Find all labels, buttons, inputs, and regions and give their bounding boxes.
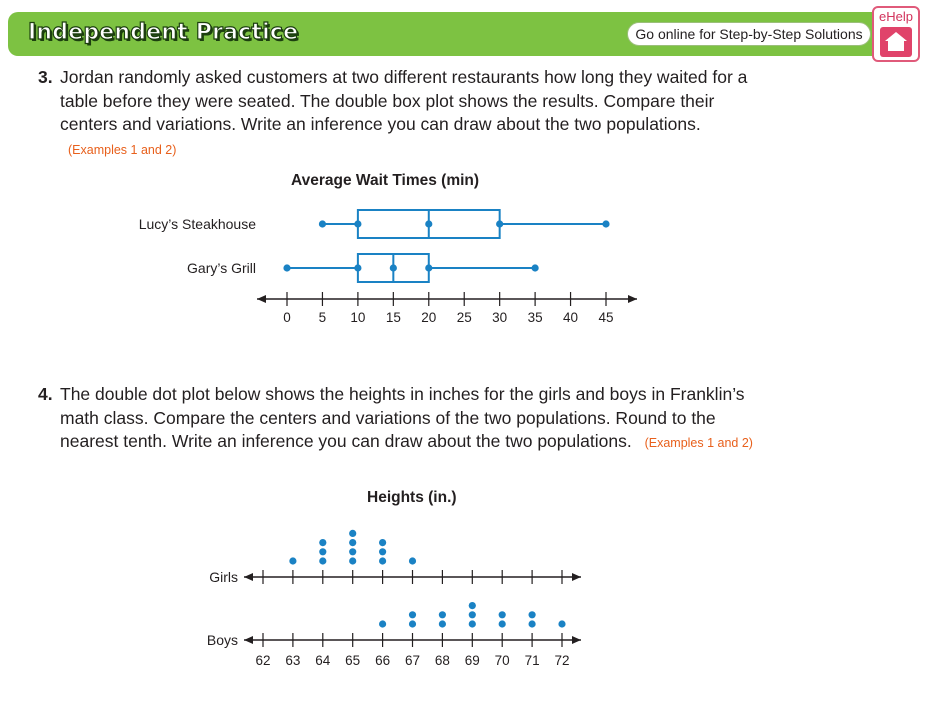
dot-plot-point: [319, 557, 326, 564]
dot-plot-point: [469, 620, 476, 627]
box-plot-tick-label: 30: [492, 310, 508, 325]
dot-plot-series-label: Boys: [206, 632, 238, 648]
examples-reference-link[interactable]: (Examples 1 and 2): [68, 142, 177, 157]
dot-plot-point: [409, 620, 416, 627]
box-plot-axis-arrow-left: [257, 295, 266, 303]
box-plot-tick-label: 35: [527, 310, 543, 325]
dot-plot-tick-label: 63: [285, 653, 301, 668]
box-plot-point: [319, 220, 326, 227]
dot-plot-point: [469, 611, 476, 618]
dot-plot-point: [499, 611, 506, 618]
dot-plot-point: [319, 548, 326, 555]
dot-plot-point: [349, 530, 356, 537]
dot-plot-tick-label: 64: [315, 653, 331, 668]
problem-number: 4.: [38, 384, 53, 404]
dot-plot-point: [469, 602, 476, 609]
dot-plot-series-label: Girls: [209, 569, 238, 585]
dot-plot-point: [439, 611, 446, 618]
dot-plot-point: [379, 539, 386, 546]
box-plot-tick-label: 25: [456, 310, 472, 325]
box-plot-tick-label: 10: [350, 310, 366, 325]
box-plot-series-label: Gary’s Grill: [187, 260, 256, 276]
dot-plot-tick-label: 69: [464, 653, 480, 668]
section-title: Independent Practice: [28, 20, 299, 45]
dot-plot-point: [349, 557, 356, 564]
box-plot-tick-label: 20: [421, 310, 437, 325]
dot-plot-point: [499, 620, 506, 627]
dot-plot-point: [529, 620, 536, 627]
box-plot-point: [283, 264, 290, 271]
box-plot-point: [354, 220, 361, 227]
dot-plot-point: [409, 557, 416, 564]
dot-plot-point: [319, 539, 326, 546]
dot-plot-tick-label: 66: [375, 653, 391, 668]
dot-plot-axis-arrow-left: [244, 636, 253, 644]
dot-plot-point: [379, 620, 386, 627]
dot-plot-tick-label: 71: [524, 653, 540, 668]
box-plot-point: [390, 264, 397, 271]
dot-plot-tick-label: 70: [494, 653, 510, 668]
box-plot-tick-label: 45: [598, 310, 614, 325]
dot-plot-tick-label: 62: [255, 653, 271, 668]
box-plot-axis-arrow-right: [628, 295, 637, 303]
box-plot-point: [532, 264, 539, 271]
dot-plot-title: Heights (in.): [367, 489, 457, 506]
box-plot-point: [425, 220, 432, 227]
box-plot-tick-label: 40: [563, 310, 579, 325]
problem-number: 3.: [38, 67, 53, 87]
problem-text: The double dot plot below shows the heights in inches for the girls and boys in Franklin’s math class. Compare the centers and variations of the two populations. Round to the nearest tenth. Write an inference you can draw about the two populations.: [60, 384, 745, 451]
ehelp-label: eHelp: [879, 9, 913, 24]
dot-plot-point: [558, 620, 565, 627]
dot-plot-point: [379, 548, 386, 555]
dot-plot-axis-arrow-right: [572, 636, 581, 644]
box-plot-tick-label: 0: [283, 310, 291, 325]
box-plot-series-label: Lucy’s Steakhouse: [138, 216, 256, 232]
dot-plot-point: [289, 557, 296, 564]
dot-plot-axis-arrow-right: [572, 573, 581, 581]
dot-plot-point: [439, 620, 446, 627]
dot-plot-tick-label: 68: [434, 653, 450, 668]
dot-plot-tick-label: 67: [404, 653, 421, 668]
dot-plot-point: [409, 611, 416, 618]
box-plot-point: [425, 264, 432, 271]
box-plot-point: [354, 264, 361, 271]
dot-plot-point: [379, 557, 386, 564]
step-by-step-solutions-link[interactable]: Go online for Step-by-Step Solutions: [627, 22, 871, 46]
box-plot-tick-label: 5: [318, 310, 327, 325]
dot-plot-axis-arrow-left: [244, 573, 253, 581]
box-plot-tick-label: 15: [385, 310, 401, 325]
examples-reference-link[interactable]: (Examples 1 and 2): [644, 436, 753, 450]
dot-plot-tick-label: 72: [554, 653, 570, 668]
box-plot-point: [602, 220, 609, 227]
dot-plot-point: [529, 611, 536, 618]
problem-text: Jordan randomly asked customers at two different restaurants how long they waited for a table before they were seated. The double box plot shows the results. Compare their centers and variations. Write an inference you can draw about the two populations.: [60, 67, 748, 134]
dot-plot-point: [349, 548, 356, 555]
box-plot-title: Average Wait Times (min): [291, 172, 480, 189]
dot-plot-point: [349, 539, 356, 546]
dot-plot-tick-label: 65: [345, 653, 361, 668]
box-plot-point: [496, 220, 503, 227]
